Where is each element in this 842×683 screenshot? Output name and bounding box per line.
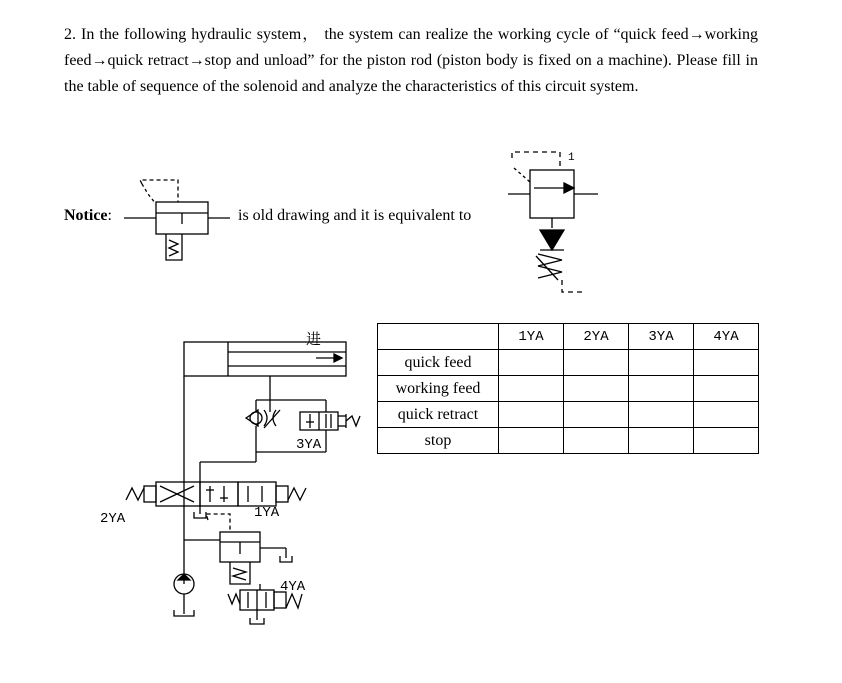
row-label-quick-retract: quick retract [378,402,499,428]
cell-quick-feed-2ya[interactable] [564,350,629,376]
label-1ya: 1YA [254,505,280,521]
header-3ya: 3YA [629,324,694,350]
cell-quick-feed-4ya[interactable] [694,350,759,376]
cell-quick-retract-2ya[interactable] [564,402,629,428]
cell-stop-4ya[interactable] [694,428,759,454]
row-label-working-feed: working feed [378,376,499,402]
header-2ya: 2YA [564,324,629,350]
notice-label [64,207,112,225]
cell-quick-feed-1ya[interactable] [499,350,564,376]
cell-working-feed-1ya[interactable] [499,376,564,402]
cylinder-body [184,342,346,376]
feed-direction-label: 进 [306,332,322,349]
row-label-stop: stop [378,428,499,454]
cell-quick-feed-3ya[interactable] [629,350,694,376]
cell-working-feed-4ya[interactable] [694,376,759,402]
cell-stop-2ya[interactable] [564,428,629,454]
table-row [378,402,759,428]
label-2ya: 2YA [100,511,126,527]
cell-working-feed-2ya[interactable] [564,376,629,402]
header-1ya: 1YA [499,324,564,350]
equiv-port-label: 1 [568,152,575,164]
hydraulic-circuit-diagram [90,322,370,632]
table-header-row [378,324,759,350]
label-4ya: 4YA [280,579,306,595]
row-label-quick-feed: quick feed [378,350,499,376]
new-relief-valve-symbol [500,146,610,298]
table-row [378,428,759,454]
cell-quick-retract-4ya[interactable] [694,402,759,428]
question-text: 2. In the following hydraulic system， the system can realize the working cycle of “quick feed→working feed→quick retract→stop and unload” for the piston rod (piston body is fixed on a machine). Please fill in the table of sequence of the solenoid and analyze the characteristics of this circuit system. [64,26,758,95]
cell-quick-retract-1ya[interactable] [499,402,564,428]
table-corner-cell [378,324,499,350]
cell-stop-1ya[interactable] [499,428,564,454]
notice-label-text: Notice [64,207,108,224]
solenoid-sequence-table [377,323,759,454]
label-3ya: 3YA [296,437,322,453]
table-row [378,376,759,402]
cell-stop-3ya[interactable] [629,428,694,454]
notice-colon: : [107,207,112,224]
cell-working-feed-3ya[interactable] [629,376,694,402]
cell-quick-retract-3ya[interactable] [629,402,694,428]
old-relief-valve-symbol [120,172,232,270]
table-row [378,350,759,376]
notice-text: is old drawing and it is equivalent to [238,207,472,224]
header-4ya: 4YA [694,324,759,350]
